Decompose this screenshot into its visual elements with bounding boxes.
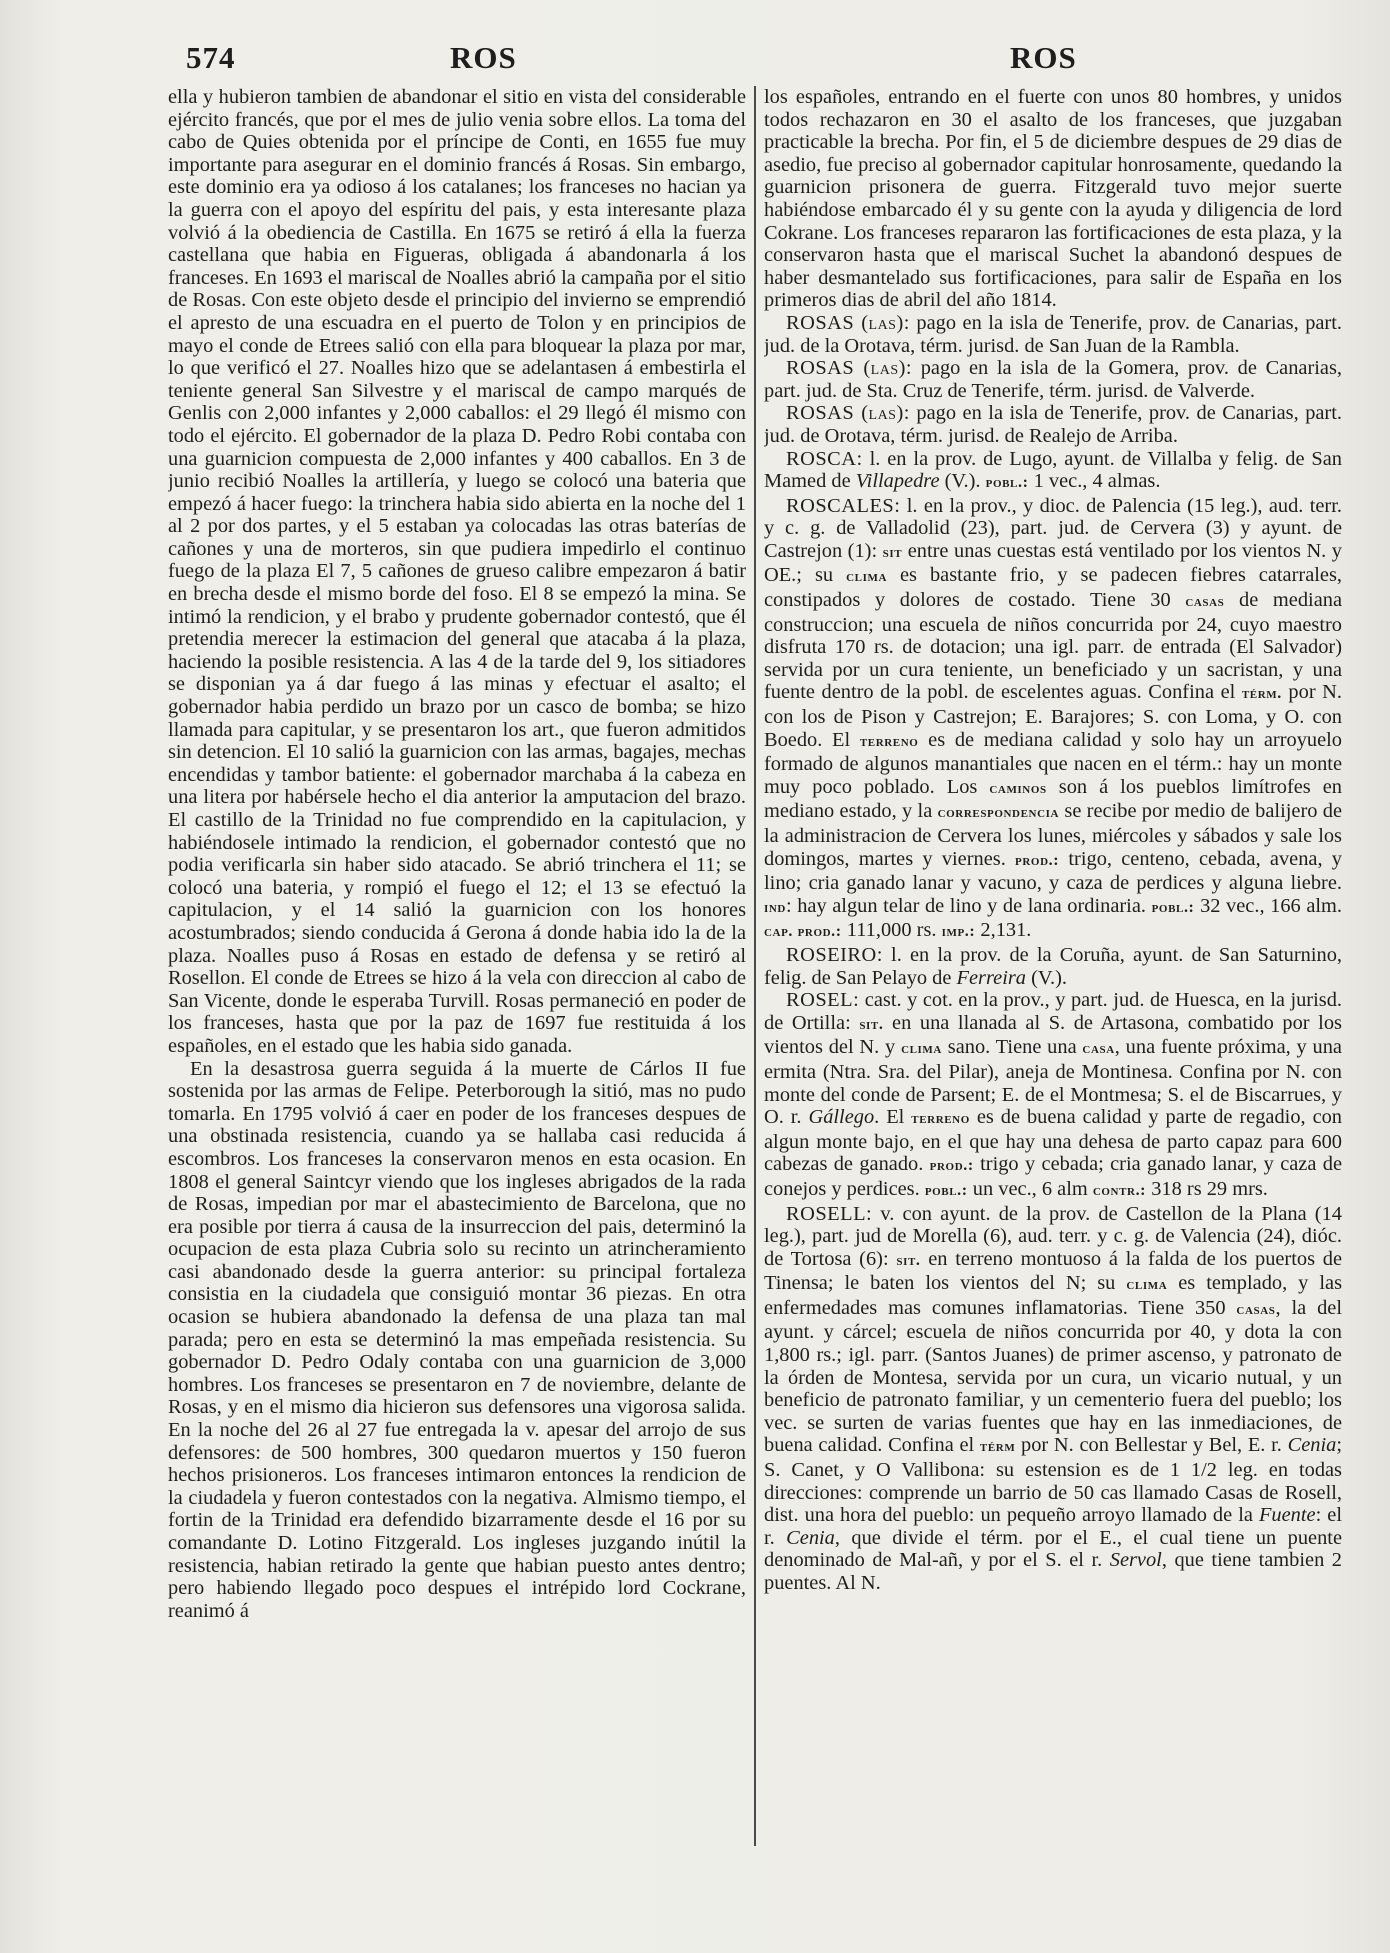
entry-rosas-2: ROSAS (las): pago en la isla de la Gomera, prov. de Canarias, part. jud. de Sta. Cruz de Tenerife, térm. jurisd. de Valverde. <box>764 357 1342 402</box>
entry-headword: ROSAS (las): <box>786 311 910 334</box>
entry-rosas-3: ROSAS (las): pago en la isla de Tenerife, prov. de Canarias, part. jud. de Orotava, térm. jurisd. de Realejo de Arriba. <box>764 402 1342 447</box>
right-column <box>764 86 1342 1926</box>
entry-rosca: ROSCA: l. en la prov. de Lugo, ayunt. de Villalba y felig. de San Mamed de Villapedre (V.). pobl.: 1 vec., 4 almas. <box>764 447 1342 493</box>
left-column <box>168 86 746 1926</box>
entry-headword: ROSELL: <box>786 1202 873 1225</box>
entry-roseiro: ROSEIRO: l. en la prov. de la Coruña, ayunt. de San Saturnino, felig. de San Pelayo de Ferreira (V.). <box>764 943 1342 989</box>
paragraph: En la desastrosa guerra seguida á la muerte de Cárlos II fue sostenida por las armas de Felipe. Peterborough la sitió, mas no pudo tomarla. En 1795 volvió á caer en poder de los franceses despues de una obstinada resistencia, cuando ya se hallaba casi reducida á escombros. Los franceses la conservaron menos en esta ocasion. En 1808 el general Saintcyr viendo que los ingleses abrigados de la rada de Rosas, impedian por mar el abastecimiento de Barcelona, que no era posible por tierra á causa de la insurreccion del pais, determinó la ocupacion de esta plaza Cubria solo su recinto un atrincheramiento casi abandonado desde la guerra anterior: su principal fortaleza consistia en la ciudadela que consiguió montar 36 piezas. En otra ocasion se hubiera abandonado la defensa de una plaza tan mal parada; pero en esta se determinó la mas empeñada resistencia. Su gobernador D. Pedro Odaly contaba con una guarnicion de 3,000 hombres. Los franceses se presentaron en 7 de noviembre, delante de Rosas, y en el mismo dia hicieron sus defensores una vigorosa salida. En la noche del 26 al 27 fue entregada la v. apesar del arrojo de sus defensores: de 500 hombres, 300 quedaron muertos y 150 fueron hechos prisioneros. Los franceses intimaron entonces la rendicion de la ciudadela y fueron contestados con la negativa. Almismo tiempo, el fortin de la Trinidad era defendido bizarramente desde el 16 por su comandante D. Lotino Fitzgerald. Los ingleses juzgando inútil la resistencia, habian retirado la gente que habian puesto antes dentro; pero habiendo llegado poco despues el intrépido lord Cockrane, reanimó á <box>168 1057 746 1622</box>
entry-rosell: ROSELL: v. con ayunt. de la prov. de Castellon de la Plana (14 leg.), part. jud de Morella (6), aud. terr. y c. g. de Valencia (24), dióc. de Tortosa (6): sit. en terreno montuoso á la falda de los puertos de Tinensa; le baten los vientos del N; su clima es templado, y las enfermedades mas comunes inflamatorias. Tiene 350 casas, la del ayunt. y cárcel; escuela de niños concurrida por 40, y dota la con 1,800 rs.; igl. parr. (Santos Juanes) de primer ascenso, y patronato de la órden de Montesa, servida por un cura, un vicario nutual, y un beneficio de patronato familiar, y un cementerio fuera del pueblo; los vec. se surten de varias fuentes que hay en las inmediaciones, de buena calidad. Confina el térm por N. con Bellestar y Bel, E. r. Cenia; S. Canet, y O Vallibona: su estension es de 1 1/2 leg. en todas direcciones: comprende un barrio de 50 cas llamado Casas de Rosell, dist. una hora del pueblo: un pequeño arroyo llamado de la Fuente: el r. Cenia, que divide el térm. por el E., el cual tiene un puente denominado de Mal-añ, y por el S. el r. Servol, que tiene tambien 2 puentes. Al N. <box>764 1202 1342 1594</box>
entry-rosel: ROSEL: cast. y cot. en la prov., y part. jud. de Huesca, en la jurisd. de Ortilla: sit. en una llanada al S. de Artasona, combatido por los vientos del N. y clima sano. Tiene una casa, una fuente próxima, y una ermita (Ntra. Sra. del Pilar), aneja de Montinesa. Confina por N. con monte del conde de Parsent; E. de el Montmesa; S. el de Biscarrues, y O. r. Gállego. El terreno es de buena calidad y parte de regadio, con algun monte bajo, en el que hay una dehesa de parto capaz para 600 cabezas de ganado. prod.: trigo y cebada; cria ganado lanar, y caza de conejos y perdices. pobl.: un vec., 6 alm contr.: 318 rs 29 mrs. <box>764 989 1342 1200</box>
entry-headword: ROSCALES: <box>786 494 901 517</box>
paragraph: ella y hubieron tambien de abandonar el sitio en vista del considerable ejército francés, que por el mes de julio venia sobre ellos. La toma del cabo de Quies obtenida por el príncipe de Conti, en 1655 fue muy importante para asegurar en el dominio francés á Rosas. Sin embargo, este dominio era ya odioso á los catalanes; los franceses no hacian ya la guerra con el apoyo del espíritu del pais, y esta interesante plaza volvió á la obediencia de Castilla. En 1675 se retiró á ella la fuerza castellana que habia en Figueras, obligada á abandonarla á los franceses. En 1693 el mariscal de Noalles abrió la campaña por el sitio de Rosas. Con este objeto desde el principio del invierno se emprendió el apresto de una escuadra en el puerto de Tolon y en principios de mayo el conde de Etrees salió con ella para bloquear la plaza por mar, lo que verificó el 27. Noalles hizo que se adelantasen á embestirla el teniente general San Silvestre y el mariscal de campo marqués de Genlis con 2,000 infantes y 2,000 caballos: el 29 llegó él mismo con todo el ejército. El gobernador de la plaza D. Pedro Robi contaba con una guarnicion compuesta de 2,000 infantes y 400 caballos. En 3 de junio recibió Noalles la artillería, y luego se colocó una bateria que empezó á hacer fuego: la trinchera habia sido abierta en la noche del 1 al 2 por dos partes, y el 5 estaban ya colocadas las otras baterías de cañones y una de morteros, sin que pudiera impedirlo el continuo fuego de la plaza El 7, 5 cañones de grueso calibre empezaron á batir en brecha desde el mismo borde del foso. El 8 se empezó la mina. Se intimó la rendicion, y el brabo y prudente gobernador contestó, que él pretendia merecer la estimacion del general que atacaba á la plaza, haciendo la posible resistencia. A las 4 de la tarde del 9, los sitiadores se disponian ya á dar fuego á las minas y efectuar el asalto; el gobernador habia perdido un brazo por un casco de bomba; se hizo llamada para capitular, y se presentaron los art., que fueron admitidos sin detencion. El 10 salió la guarnicion con las armas, bagajes, mechas encendidas y tambor batiente: el gobernador marchaba á la cabeza en una litera por habérsele hecho el dia anterior la amputacion del brazo. El castillo de la Trinidad no fue comprendido en la capitulacion, y habiéndosele intimado la rendicion, el gobernador contestó que no podia verificarla sin haber sido atacado. Se abrió trinchera el 11; se colocó una bateria, y rompió el fuego el 12; el 13 se efectuó la capitulacion, y el 14 salió la guarnicion con los honores acostumbrados; siendo conducida á Gerona á donde habia ido la de la plaza. Noalles puso á Rosas en estado de defensa y se retiró al Rosellon. El conde de Etrees se hizo á la vela con direccion al cabo de San Vicente, donde le esperaba Turvill. Rosas permaneció en poder de los franceses, hasta que por la paz de 1697 fue restituida á los españoles, en el estado que les habia sido ganada. <box>168 86 746 1057</box>
text-columns <box>168 86 1342 1926</box>
paragraph: los españoles, entrando en el fuerte con unos 80 hombres, y unidos todos rechazaron en 30 el asalto de los franceses, que juzgaban practicable la brecha. Por fin, el 5 de diciembre despues de 29 dias de asedio, fue preciso al gobernador capitular honrosamente, quedando la guarnicion prisonera de guerra. Fitzgerald tuvo mejor suerte habiéndose embarcado él y su gente con la ayuda y diligencia de lord Cokrane. Los franceses repararon las fortificaciones de esta plaza, y la conservaron hasta que el mariscal Suchet la abandonó despues de haber desmantelado sus fortificaciones, para salir de España en los primeros dias de abril del año 1814. <box>764 86 1342 312</box>
running-head-left: ROS <box>450 40 517 75</box>
page-header <box>150 36 1356 86</box>
entry-roscales: ROSCALES: l. en la prov., y dioc. de Palencia (15 leg.), aud. terr. y c. g. de Valladolid (23), part. jud. de Cervera (3) y ayunt. de Castrejon (1): sit entre unas cuestas está ventilado por los vientos N. y OE.; su clima es bastante frio, y se padecen fiebres catarrales, constipados y dolores de costado. Tiene 30 casas de mediana construccion; una escuela de niños concurrida por 24, cuyo maestro disfruta 170 rs. de dotacion; una igl. parr. de entrada (El Salvador) servida por un cura teniente, un beneficiado y un sacristan, y una fuente dentro de la pobl. de escelentes aguas. Confina el térm. por N. con los de Pison y Castrejon; E. Barajores; S. con Loma, y O. con Boedo. El terreno es de mediana calidad y solo hay un arroyuelo formado de algunos manantiales que nacen en el térm.: hay un monte muy poco poblado. Los caminos son á los pueblos limítrofes en mediano estado, y la correspondencia se recibe por medio de balijero de la administracion de Cervera los lunes, miércoles y sábados y sale los domingos, martes y viernes. prod.: trigo, centeno, cebada, avena, y lino; cria ganado lanar y vacuno, y caza de perdices y alguna liebre. ind: hay algun telar de lino y de lana ordinaria. pobl.: 32 vec., 166 alm. cap. prod.: 111,000 rs. imp.: 2,131. <box>764 494 1342 942</box>
page-number: 574 <box>186 40 236 75</box>
entry-headword: ROSEL: <box>786 989 860 1012</box>
entry-headword: ROSAS (las): <box>786 357 913 380</box>
entry-headword: ROSEIRO: <box>786 943 883 966</box>
entry-headword: ROSCA: <box>786 447 863 470</box>
column-divider <box>754 86 756 1846</box>
entry-rosas-1: ROSAS (las): pago en la isla de Tenerife, prov. de Canarias, part. jud. de la Orotava, térm. jurisd. de San Juan de la Rambla. <box>764 311 1342 357</box>
entry-headword: ROSAS (las): <box>786 402 910 425</box>
running-head-right: ROS <box>1010 40 1077 75</box>
